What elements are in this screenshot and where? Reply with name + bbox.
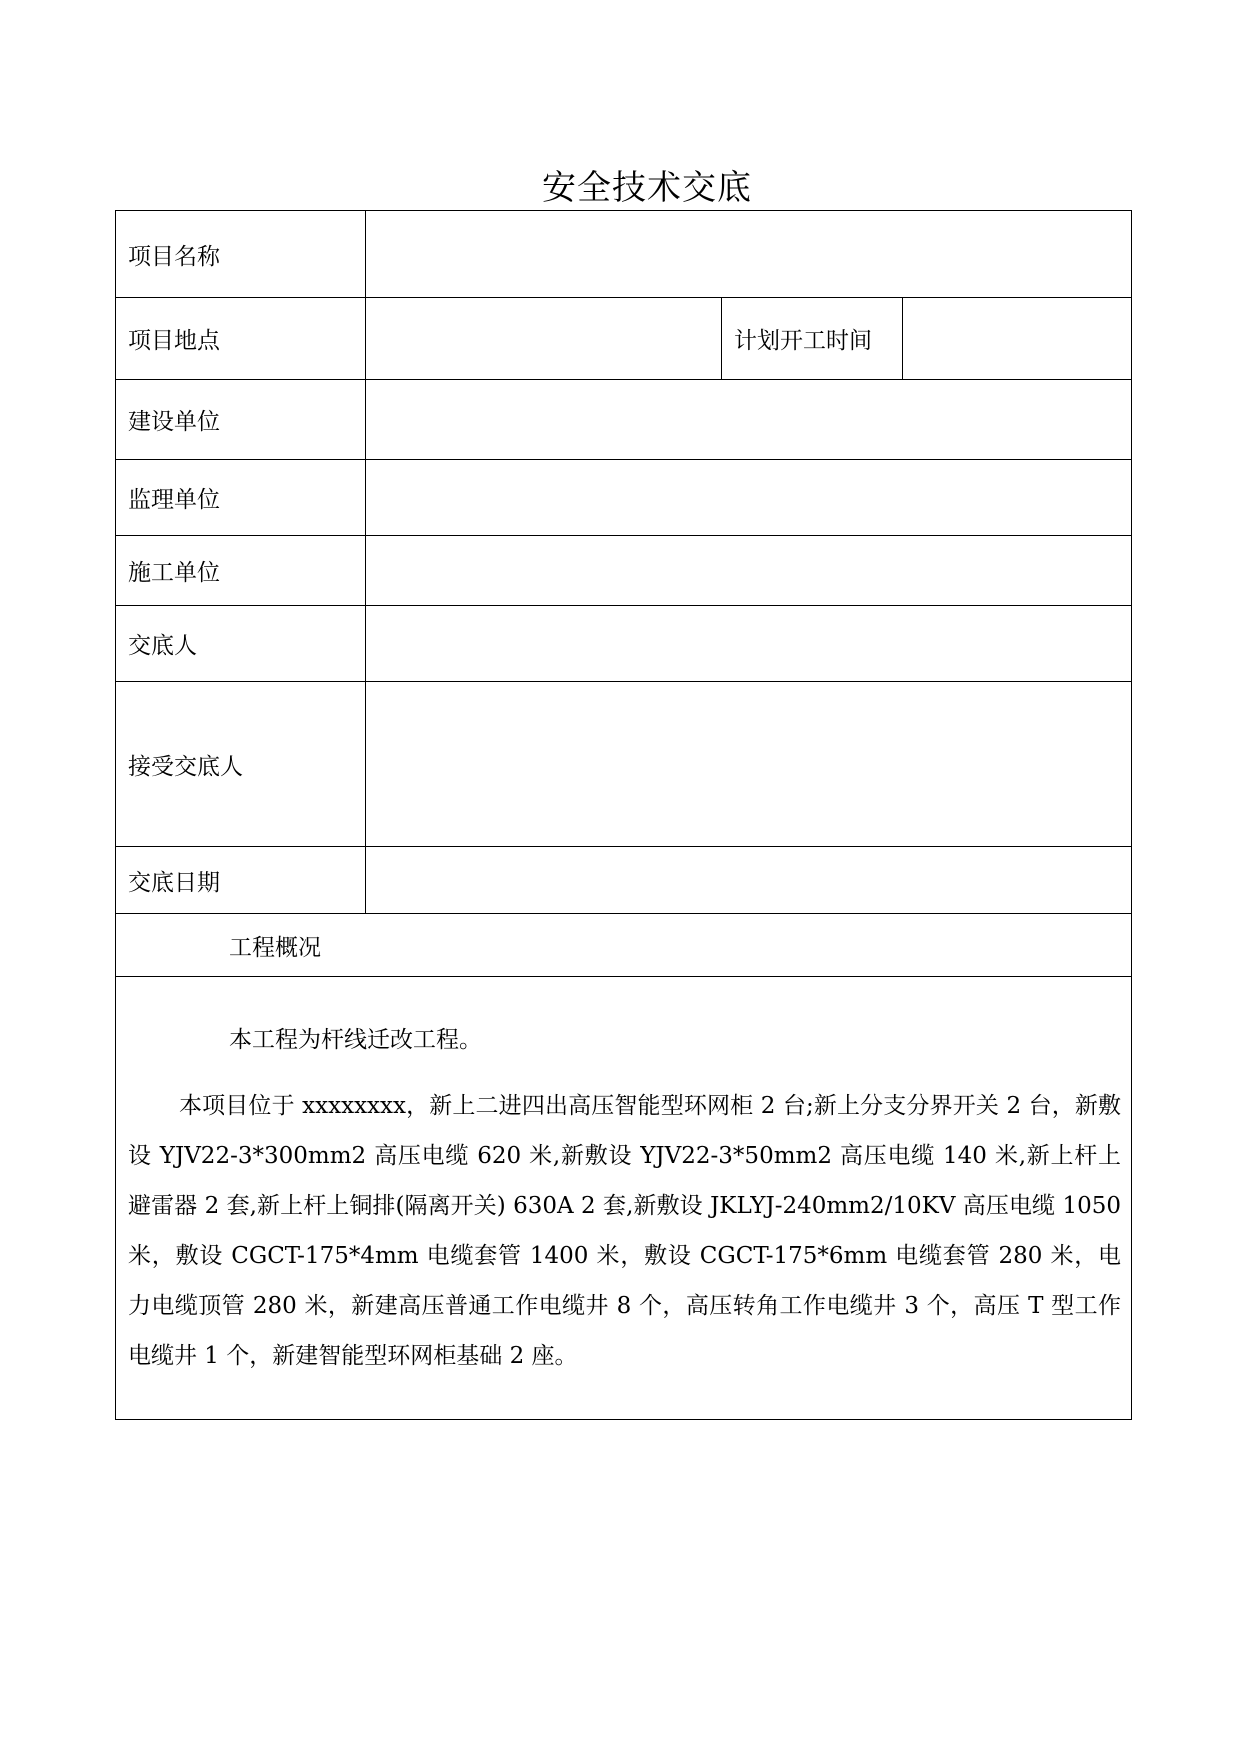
- recipient-field[interactable]: [366, 682, 1132, 847]
- project-name-label: 项目名称: [128, 243, 220, 270]
- planned-start-field[interactable]: [903, 298, 1132, 380]
- overview-heading: 工程概况: [229, 934, 321, 961]
- safety-briefing-form: [115, 210, 1132, 1420]
- overview-content-cell: [116, 977, 1132, 1420]
- project-location-field[interactable]: [366, 298, 722, 380]
- owner-unit-label: 建设单位: [128, 409, 220, 435]
- overview-paragraph-1: 本工程为杆线迁改工程。: [229, 1027, 482, 1053]
- construction-unit-field[interactable]: [366, 536, 1132, 606]
- supervision-unit-field[interactable]: [366, 460, 1132, 536]
- briefing-date-label-cell: [116, 847, 366, 914]
- owner-unit-label-cell: [116, 380, 366, 460]
- recipient-label: 接受交底人: [128, 753, 243, 780]
- overview-paragraph-2: 本项目位于 xxxxxxxx，新上二进四出高压智能型环网柜 2 台;新上分支分界开关 2 台，新敷设 YJV22-3*300mm2 高压电缆 620 米,新敷设 YJV22-3*50mm2 高压电缆 140 米,新上杆上避雷器 2 套,新上杆上铜排(隔离开关) 630A 2 套,新敷设 JKLYJ-240mm2/10KV 高压电缆 1050 米，敷设 CGCT-175*4mm 电缆套管 1400 米，敷设 CGCT-175*6mm 电缆套管 280 米，电力电缆顶管 280 米，新建高压普通工作电缆井 8 个，高压转角工作电缆井 3 个，高压 T 型工作电缆井 1 个，新建智能型环网柜基础 2 座。: [128, 1093, 1122, 1369]
- row-supervision-unit: [116, 460, 1132, 536]
- row-owner-unit: [116, 380, 1132, 460]
- supervision-unit-label: 监理单位: [128, 487, 220, 513]
- recipient-label-cell: [116, 682, 366, 847]
- briefer-label: 交底人: [128, 633, 197, 659]
- overview-heading-cell: [116, 914, 1132, 977]
- project-location-label: 项目地点: [128, 328, 220, 354]
- briefer-field[interactable]: [366, 606, 1132, 682]
- construction-unit-label-cell: [116, 536, 366, 606]
- row-overview-body: [116, 977, 1132, 1420]
- row-recipient: [116, 682, 1132, 847]
- project-name-label-cell: [116, 211, 366, 298]
- row-overview-heading: [116, 914, 1132, 977]
- project-name-field[interactable]: [366, 211, 1132, 298]
- row-project-name: [116, 211, 1132, 298]
- row-project-location: [116, 298, 1132, 380]
- planned-start-label: 计划开工时间: [734, 328, 872, 354]
- project-location-label-cell: [116, 298, 366, 380]
- row-construction-unit: [116, 536, 1132, 606]
- briefing-date-label: 交底日期: [128, 869, 220, 896]
- supervision-unit-label-cell: [116, 460, 366, 536]
- briefing-date-field[interactable]: [366, 847, 1132, 914]
- construction-unit-label: 施工单位: [128, 560, 220, 586]
- briefer-label-cell: [116, 606, 366, 682]
- owner-unit-field[interactable]: [366, 380, 1132, 460]
- row-briefer: [116, 606, 1132, 682]
- document-title: 安全技术交底: [542, 168, 752, 208]
- planned-start-label-cell: [722, 298, 903, 380]
- row-briefing-date: [116, 847, 1132, 914]
